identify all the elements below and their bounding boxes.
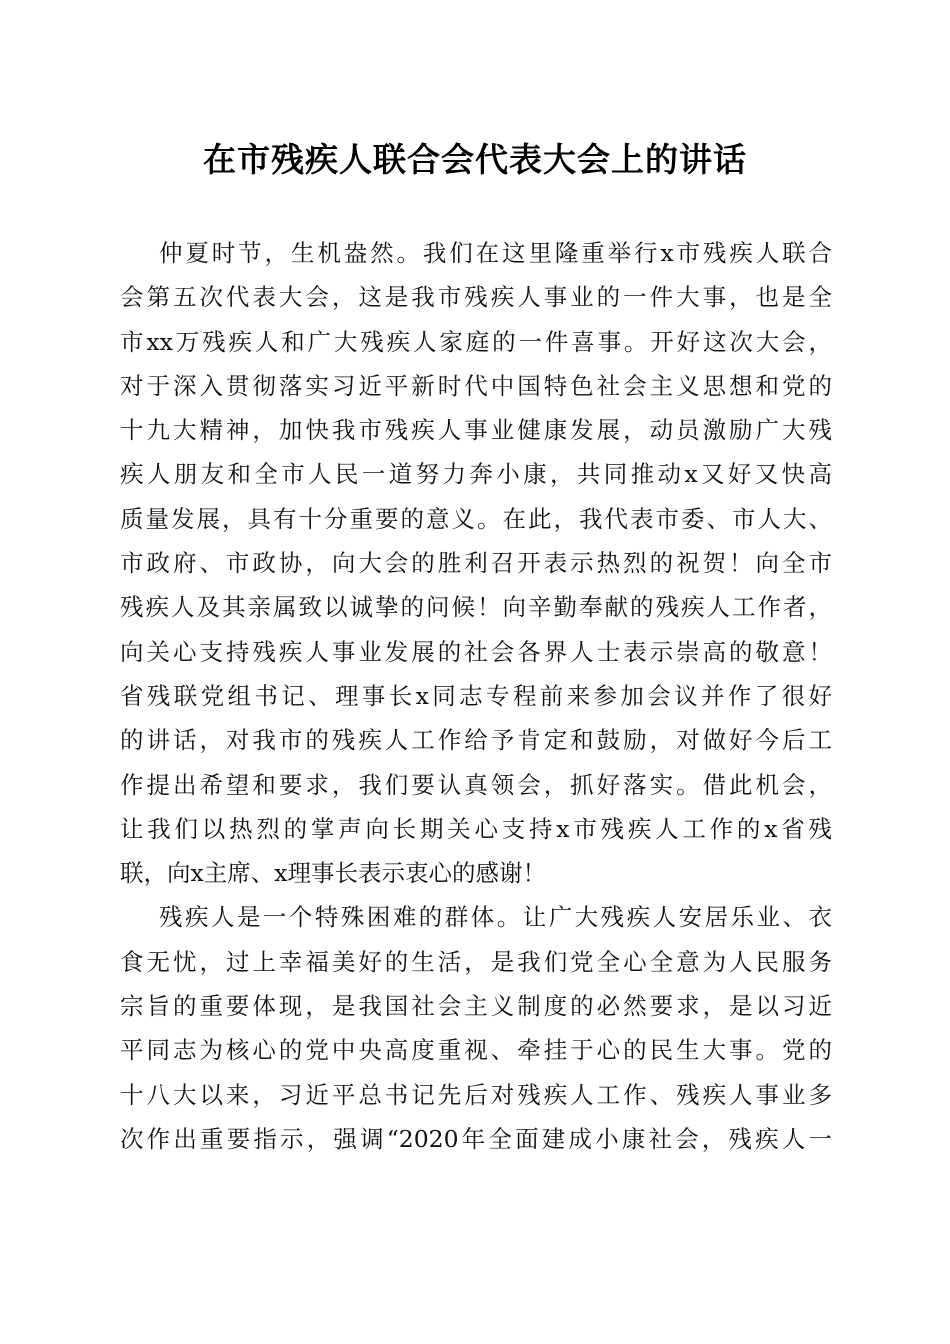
paragraph-line: 对于深入贯彻落实习近平新时代中国特色社会主义思想和党的 [120,371,832,400]
document-body [120,231,832,1161]
paragraph-line: 仲夏时节，生机盎然。我们在这里隆重举行x市残疾人联合 [159,239,832,267]
paragraph-line: 市xx万残疾人和广大残疾人家庭的一件喜事。开好这次大会， [120,327,832,356]
paragraph-line: 市政府、市政协，向大会的胜利召开表示热烈的祝贺！向全市 [120,549,832,578]
paragraph-line: 宗旨的重要体现，是我国社会主义制度的必然要求，是以习近 [120,992,832,1021]
paragraph-line: 会第五次代表大会，这是我市残疾人事业的一件大事，也是全 [120,283,832,312]
document-title: 在市残疾人联合会代表大会上的讲话 [203,140,747,179]
paragraph-line: 的讲话，对我市的残疾人工作给予肯定和鼓励，对做好今后工 [120,726,832,755]
paragraph-line: 食无忧，过上幸福美好的生活，是我们党全心全意为人民服务 [120,947,832,976]
paragraph-line: 省残联党组书记、理事长x同志专程前来参加会议并作了很好 [120,681,832,710]
paragraph-line: 十九大精神，加快我市残疾人事业健康发展，动员激励广大残 [120,416,832,445]
paragraph-line: 十八大以来，习近平总书记先后对残疾人工作、残疾人事业多 [120,1080,832,1109]
paragraph-line: 让我们以热烈的掌声向长期关心支持x市残疾人工作的x省残 [120,814,832,843]
paragraph-line: 质量发展，具有十分重要的意义。在此，我代表市委、市人大、 [120,504,832,533]
paragraph-line: 平同志为核心的党中央高度重视、牵挂于心的民生大事。党的 [120,1036,832,1065]
paragraph-line: 次作出重要指示，强调“2020年全面建成小康社会，残疾人一 [120,1124,832,1153]
paragraph-line: 残疾人及其亲属致以诚挚的问候！向辛勤奉献的残疾人工作者， [120,593,832,622]
paragraph-line: 作提出希望和要求，我们要认真领会，抓好落实。借此机会， [120,770,832,799]
paragraph-line: 残疾人是一个特殊困难的群体。让广大残疾人安居乐业、衣 [159,903,832,932]
paragraph-line: 联，向x主席、x理事长表示衷心的感谢！ [120,859,547,888]
paragraph-line: 向关心支持残疾人事业发展的社会各界人士表示崇高的敬意！ [120,637,832,666]
paragraph-line: 疾人朋友和全市人民一道努力奔小康，共同推动x又好又快高 [120,460,832,489]
